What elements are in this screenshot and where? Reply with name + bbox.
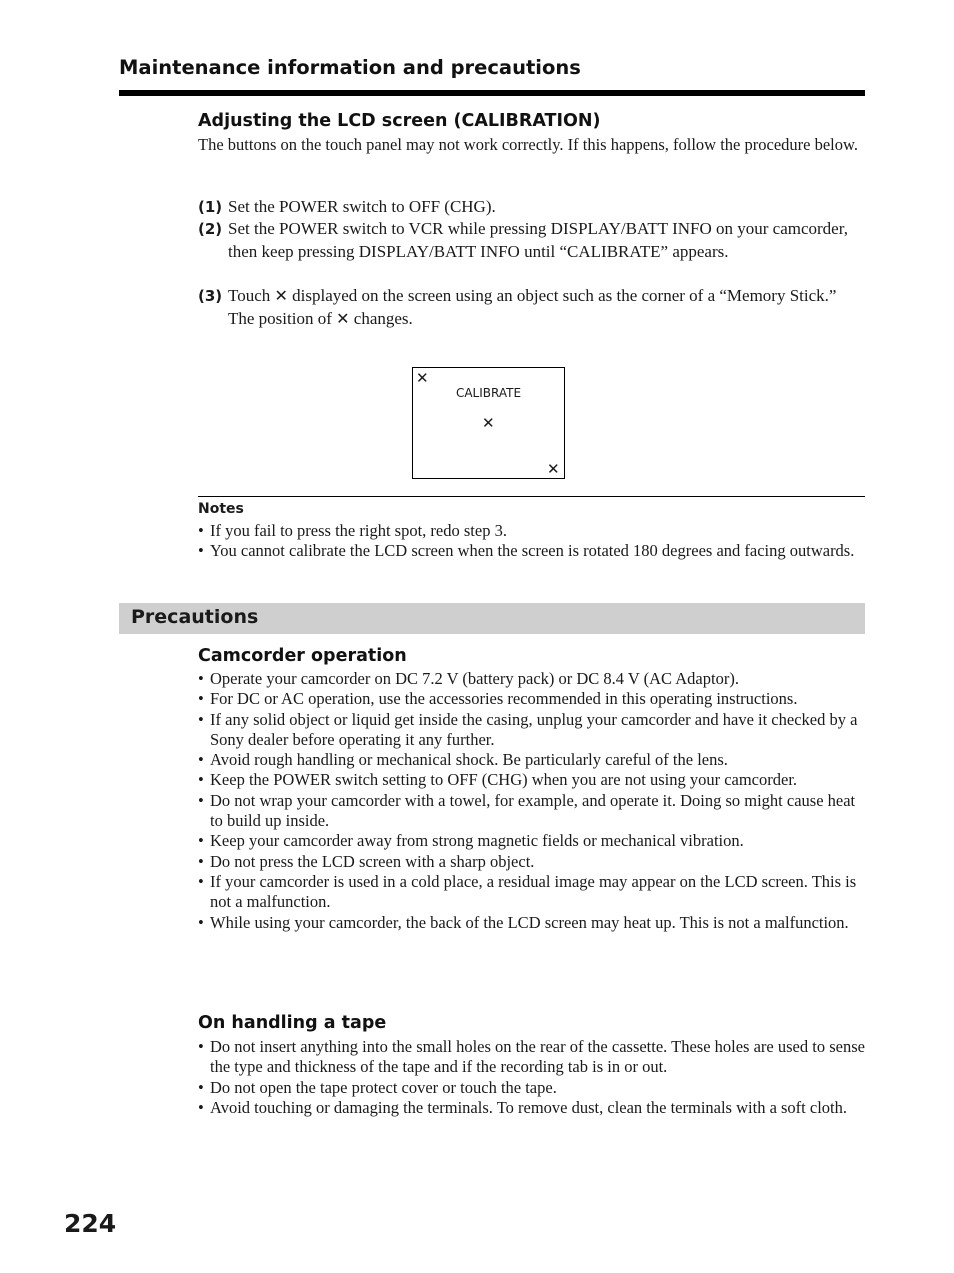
step-number: (3) — [198, 287, 223, 305]
calibration-intro: The buttons on the touch panel may not work correctly. If this happens, follow the procedure below. — [198, 135, 858, 154]
x-mark-icon: ✕ — [547, 460, 560, 478]
x-mark-icon: ✕ — [274, 286, 288, 305]
page-header-title: Maintenance information and precautions — [119, 56, 581, 79]
step-text — [228, 285, 865, 330]
x-mark-icon: ✕ — [482, 414, 495, 432]
list-item: • If any solid object or liquid get inside the casing, unplug your camcorder and have it checked by a Sony dealer before operating it any further. — [198, 710, 865, 751]
camcorder-operation-list — [198, 669, 865, 933]
step-3-text-a: Touch — [228, 286, 271, 305]
precautions-section-header — [119, 603, 865, 634]
step-2 — [198, 218, 865, 263]
notes-rule — [198, 496, 865, 497]
notes-list — [198, 521, 865, 562]
step-text: Set the POWER switch to OFF (CHG). — [228, 197, 496, 216]
step-3-text-d: changes. — [353, 308, 413, 328]
list-item: • If you fail to press the right spot, redo step 3. — [198, 521, 865, 541]
x-mark-icon: ✕ — [416, 369, 429, 387]
list-item: • For DC or AC operation, use the accessories recommended in this operating instructions. — [198, 689, 865, 709]
list-item: • Avoid rough handling or mechanical shock. Be particularly careful of the lens. — [198, 750, 865, 770]
list-item: • Operate your camcorder on DC 7.2 V (battery pack) or DC 8.4 V (AC Adaptor). — [198, 669, 865, 689]
header-rule — [119, 90, 865, 96]
list-item: • Avoid touching or damaging the terminals. To remove dust, clean the terminals with a soft cloth. — [198, 1098, 865, 1118]
tape-handling-heading: On handling a tape — [198, 1013, 387, 1033]
list-item: • Keep the POWER switch setting to OFF (CHG) when you are not using your camcorder. — [198, 770, 865, 790]
list-item: • Do not press the LCD screen with a sharp object. — [198, 852, 865, 872]
step-number: (1) — [198, 198, 223, 216]
list-item: • You cannot calibrate the LCD screen when the screen is rotated 180 degrees and facing outwards. — [198, 541, 865, 561]
list-item: • Do not wrap your camcorder with a towel, for example, and operate it. Doing so might cause heat to build up inside. — [198, 791, 865, 832]
calibration-heading: Adjusting the LCD screen (CALIBRATION) — [198, 111, 601, 131]
step-1 — [198, 196, 865, 219]
step-3-text-c: The position of — [228, 308, 332, 328]
camcorder-operation-heading: Camcorder operation — [198, 646, 407, 666]
tape-handling-list — [198, 1037, 865, 1118]
list-item: • Do not open the tape protect cover or touch the tape. — [198, 1078, 865, 1098]
notes-title: Notes — [198, 501, 244, 517]
section-title: Precautions — [131, 606, 259, 628]
calibrate-label: CALIBRATE — [455, 386, 522, 400]
calibrate-screen-figure — [412, 367, 565, 479]
list-item: • While using your camcorder, the back of the LCD screen may heat up. This is not a malfunction. — [198, 913, 865, 933]
x-mark-icon: ✕ — [336, 308, 350, 328]
page-number: 224 — [64, 1209, 117, 1238]
list-item: • Do not insert anything into the small holes on the rear of the cassette. These holes are used to sense the type and thickness of the tape and if the recording tab is in or out. — [198, 1037, 865, 1078]
step-3 — [198, 285, 865, 330]
list-item: • If your camcorder is used in a cold place, a residual image may appear on the LCD screen. This is not a malfunction. — [198, 872, 865, 913]
list-item: • Keep your camcorder away from strong magnetic fields or mechanical vibration. — [198, 831, 865, 851]
step-number: (2) — [198, 220, 223, 238]
step-3-text-b: displayed on the screen using an object such as the corner of a “Memory Stick.” — [292, 286, 837, 305]
step-text: Set the POWER switch to VCR while pressing DISPLAY/BATT INFO on your camcorder, then keep pressing DISPLAY/BATT INFO until “CALIBRATE” appears. — [228, 219, 848, 261]
